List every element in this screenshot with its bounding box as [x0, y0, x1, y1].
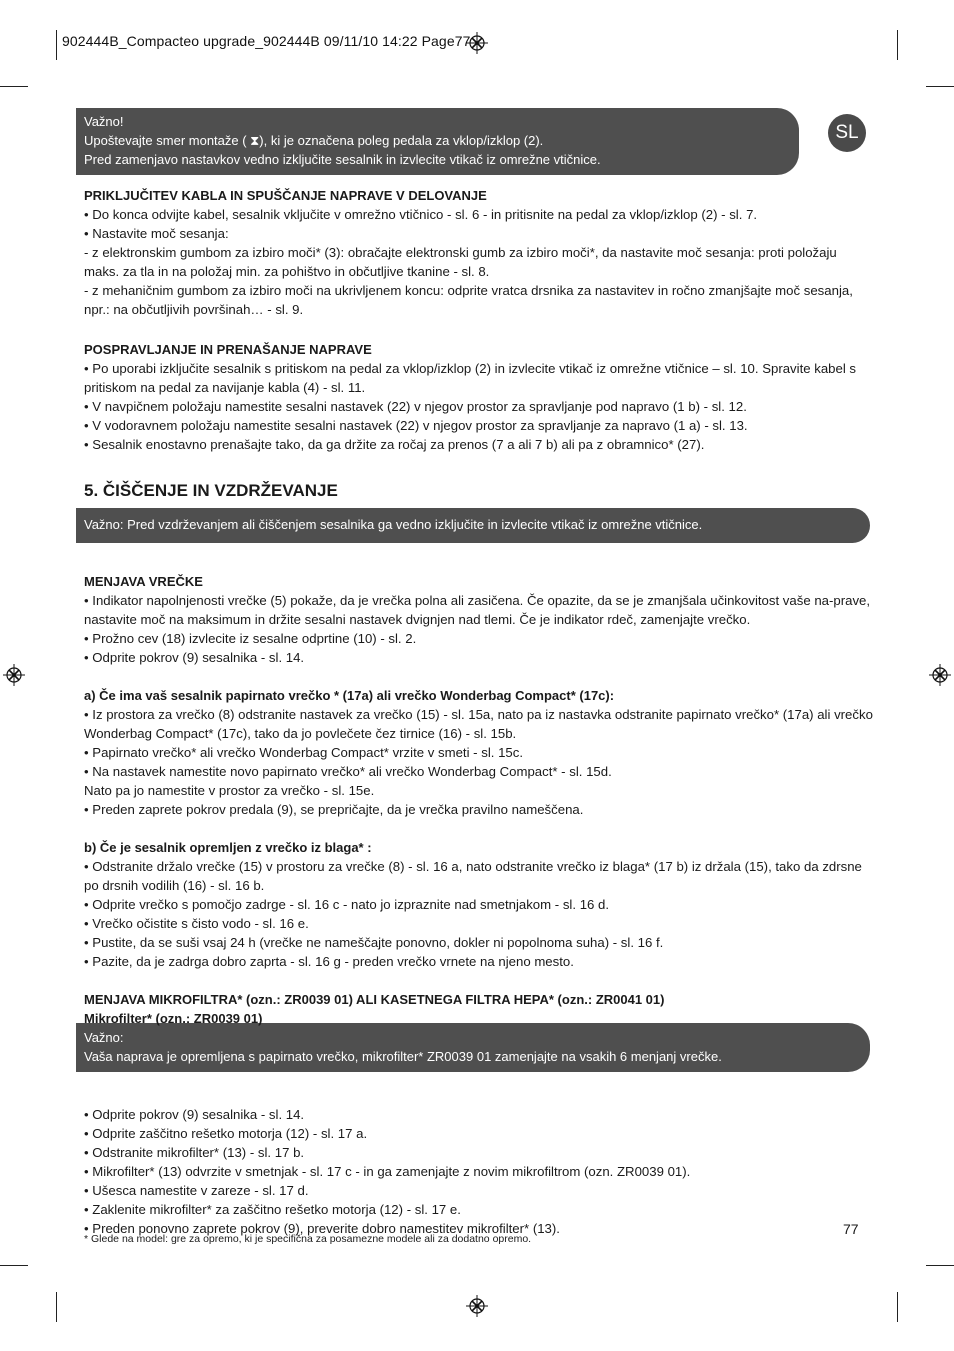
note-line: Upoštevajte smer montaže ( ⧗), ki je označena poleg pedala za vklop/izklop (2). [84, 133, 544, 148]
paragraph: Nato pa jo namestite v prostor za vrečko - sl. 15e. [84, 783, 375, 798]
crop-mark [56, 1292, 57, 1322]
paragraph: • Vrečko očistite s čisto vodo - sl. 16 e. [84, 916, 309, 931]
paragraph: • Papirnato vrečko* ali vrečko Wonderbag Compact* vrzite v smeti - sl. 15c. [84, 745, 523, 760]
paragraph: • Odstranite mikrofilter* (13) - sl. 17 b. [84, 1145, 305, 1160]
page-number: 77 [843, 1221, 859, 1237]
print-slug: 902444B_Compacteo upgrade_902444B 09/11/10 14:22 Page77 [62, 33, 471, 49]
registration-mark-icon [3, 664, 25, 686]
paragraph: • Pustite, da se suši vsaj 24 h (vrečke ne nameščajte ponovno, dokler ni popolnoma suha) - sl. 16 f. [84, 935, 664, 950]
paragraph: • Preden zaprete pokrov predala (9), se prepričajte, da je vrečka pravilno nameščena. [84, 802, 584, 817]
crop-mark [56, 30, 57, 60]
paragraph: • Nastavite moč sesanja: [84, 226, 229, 241]
section-title: MENJAVA MIKROFILTRA* (ozn.: ZR0039 01) ALI KASETNEGA FILTRA HEPA* (ozn.: ZR0041 01) [84, 992, 665, 1007]
section-subtitle: Mikrofilter* (ozn.: ZR0039 01) [84, 1011, 263, 1026]
note-title: Važno! [84, 114, 124, 129]
paragraph: - z mehaničnim gumbom za izbiro moči na ukrivljenem koncu: odprite vratca drsnika za nastavitev in ročno zmanjšajte moč sesanja, npr.: na občutljivih površinah… - sl. 9. [84, 283, 853, 317]
paragraph: • Odprite zaščitno rešetko motorja (12) - sl. 17 a. [84, 1126, 368, 1141]
paragraph: • V vodoravnem položaju namestite sesalni nastavek (22) v njegov prostor za spravljanje za napravo (1 a) - sl. 13. [84, 418, 748, 433]
section-title: POSPRAVLJANJE IN PRENAŠANJE NAPRAVE [84, 342, 372, 357]
section-title: PRIKLJUČITEV KABLA IN SPUŠČANJE NAPRAVE V DELOVANJE [84, 188, 487, 203]
note-line: Pred zamenjavo nastavkov vedno izključite sesalnik in izvlecite vtikač iz omrežne vtičnice. [84, 152, 601, 167]
paragraph: • Sesalnik enostavno prenašajte tako, da ga držite za ročaj za prenos (7 a ali 7 b) ali pa z obramnico* (27). [84, 437, 705, 452]
important-note: Važno: Pred vzdrževanjem ali čiščenjem sesalnika ga vedno izključite in izvlecite vtikač iz omrežne vtičnice. [76, 508, 870, 543]
paragraph: • Mikrofilter* (13) odvrzite v smetnjak - sl. 17 c - in ga zamenjajte z novim mikrofiltrom (ozn. ZR0039 01). [84, 1164, 691, 1179]
footnote: * Glede na model: gre za opremo, ki je specifična za posamezne modele ali za dodatno opremo. [84, 1233, 532, 1245]
crop-mark [897, 30, 898, 60]
paragraph: • Do konca odvijte kabel, sesalnik vključite v omrežno vtičnico - sl. 6 - in pritisnite na pedal za vklop/izklop (2) - sl. 7. [84, 207, 758, 222]
page-content [84, 186, 874, 1238]
registration-mark-icon [929, 664, 951, 686]
registration-mark-icon [466, 32, 488, 54]
paragraph: • Na nastavek namestite novo papirnato vrečko* ali vrečko Wonderbag Compact* - sl. 15d. [84, 764, 612, 779]
paragraph: • Pazite, da je zadrga dobro zaprta - sl. 16 g - preden vrečko vrnete na njeno mesto. [84, 954, 574, 969]
section-title: MENJAVA VREČKE [84, 574, 203, 589]
section-title: b) Če je sesalnik opremljen z vrečko iz blaga* : [84, 840, 372, 855]
paragraph: • Po uporabi izključite sesalnik s pritiskom na pedal za vklop/izklop (2) in izvlecite vtikač iz omrežne vtičnice – sl. 10. Spravite kabel s pritiskom na pedal za navijanje kabla (4) - sl. 11. [84, 361, 857, 395]
note-title: Važno: [84, 1030, 124, 1045]
paragraph: • Preden ponovno zaprete pokrov (9), preverite dobro namestitev mikrofilter* (13). [84, 1221, 560, 1236]
note-line: Vaša naprava je opremljena s papirnato vrečko, mikrofilter* ZR0039 01 zamenjajte na vsakih 6 menjanj vrečke. [84, 1049, 722, 1064]
crop-mark [926, 86, 954, 87]
paragraph: • V navpičnem položaju namestite sesalni nastavek (22) v njegov prostor za spravljanje pod napravo (1 b) - sl. 12. [84, 399, 747, 414]
crop-mark [0, 1265, 28, 1266]
paragraph: • Odprite pokrov (9) sesalnika - sl. 14. [84, 650, 305, 665]
paragraph: • Ušesca namestite v zareze - sl. 17 d. [84, 1183, 309, 1198]
paragraph: • Odprite vrečko s pomočjo zadrge - sl. 16 c - nato jo izpraznite nad smetnjakom - sl. 16 d. [84, 897, 610, 912]
registration-mark-icon [466, 1295, 488, 1317]
crop-mark [897, 1292, 898, 1322]
paragraph: • Prožno cev (18) izvlecite iz sesalne odprtine (10) - sl. 2. [84, 631, 417, 646]
paragraph: • Odstranite držalo vrečke (15) v prostoru za vrečke (8) - sl. 16 a, nato odstranite vrečko iz blaga* (17 b) iz držala (15), tako da zdrsne po drsnih vodilih (16) - sl. 16 b. [84, 859, 862, 893]
language-badge: SL [828, 114, 866, 152]
paragraph: • Indikator napolnjenosti vrečke (5) pokaže, da je vrečka polna ali zasičena. Če opazite, da se je zmanjšala učinkovitost vaše na-prave, nastavite moč na maksimum in držite sesalni nastavek dvignjen nad tlemi. Če je indikator rdeč, zamenjajte vrečko. [84, 593, 871, 627]
paragraph: • Odprite pokrov (9) sesalnika - sl. 14. [84, 1107, 305, 1122]
paragraph: • Iz prostora za vrečko (8) odstranite nastavek za vrečko (15) - sl. 15a, nato pa iz nastavka odstranite papirnato vrečko* (17a) ali vrečko Wonderbag Compact* (17c), tako da jo povlečete čez tirnice (16) - sl. 15b. [84, 707, 873, 741]
crop-mark [0, 86, 28, 87]
chapter-heading: 5. ČIŠČENJE IN VZDRŽEVANJE [84, 481, 338, 500]
important-note [76, 108, 799, 175]
section-title: a) Če ima vaš sesalnik papirnato vrečko * (17a) ali vrečko Wonderbag Compact* (17c): [84, 688, 615, 703]
paragraph: - z elektronskim gumbom za izbiro moči* (3): obračajte elektronski gumb za izbiro moči*, da nastavite moč sesanja: proti položaju maks. za tla in na položaj min. za pohištvo in občutljive tkanine - sl. 8. [84, 245, 837, 279]
paragraph: • Zaklenite mikrofilter* za zaščitno rešetko motorja (12) - sl. 17 e. [84, 1202, 461, 1217]
crop-mark [926, 1265, 954, 1266]
